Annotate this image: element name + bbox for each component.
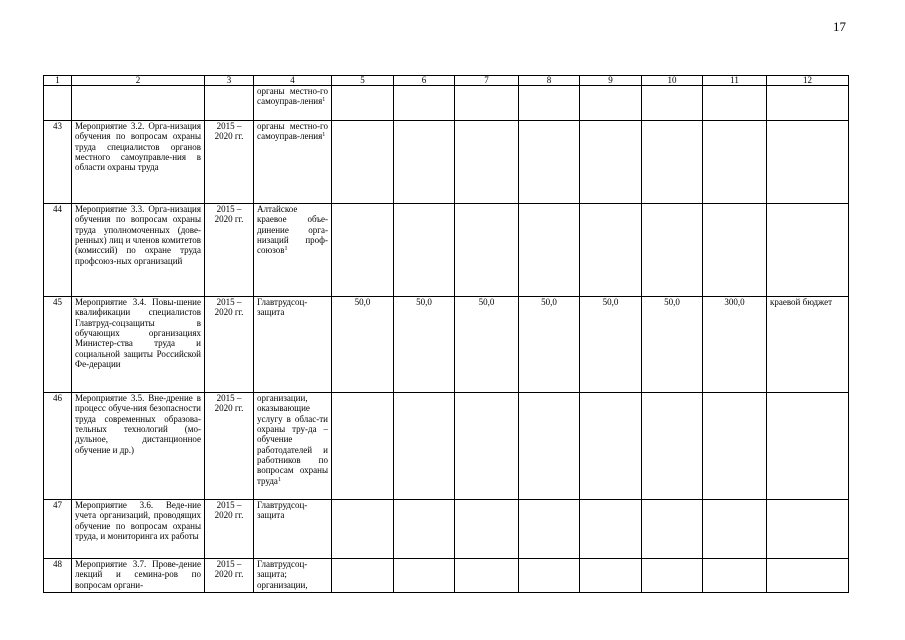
funding-value <box>580 86 642 121</box>
column-number: 12 <box>767 76 849 86</box>
funding-value <box>455 500 519 559</box>
executor: Алтайское краевое объе-динение орга-низаций проф-союзов$^1$ <box>254 204 332 297</box>
funding-total <box>703 393 767 500</box>
funding-value <box>455 204 519 297</box>
implementation-period: 2015 – 2020 гг. <box>205 121 254 204</box>
funding-value <box>519 204 580 297</box>
measure-description <box>72 86 205 121</box>
funding-source <box>767 500 849 559</box>
funding-value <box>580 393 642 500</box>
funding-value <box>580 121 642 204</box>
funding-value <box>642 121 703 204</box>
column-number: 6 <box>394 76 455 86</box>
funding-value <box>519 86 580 121</box>
funding-value <box>394 204 455 297</box>
column-number: 9 <box>580 76 642 86</box>
row-number: 48 <box>44 559 72 593</box>
funding-source <box>767 86 849 121</box>
column-number: 3 <box>205 76 254 86</box>
funding-value <box>332 86 394 121</box>
column-numbers-row <box>44 76 849 86</box>
funding-value <box>580 500 642 559</box>
table-row <box>44 393 849 500</box>
implementation-period: 2015 – 2020 гг. <box>205 500 254 559</box>
funding-value <box>519 121 580 204</box>
measures-table <box>43 75 849 593</box>
row-number: 43 <box>44 121 72 204</box>
row-number: 44 <box>44 204 72 297</box>
column-number: 11 <box>703 76 767 86</box>
funding-value <box>519 393 580 500</box>
funding-value <box>519 500 580 559</box>
page-number: 17 <box>833 19 846 34</box>
funding-total: 300,0 <box>703 297 767 393</box>
implementation-period: 2015 – 2020 гг. <box>205 204 254 297</box>
funding-value <box>332 121 394 204</box>
funding-value <box>580 204 642 297</box>
table-row <box>44 500 849 559</box>
funding-value <box>455 559 519 593</box>
executor: Главтрудсоц-защита; организации, <box>254 559 332 593</box>
row-number: 46 <box>44 393 72 500</box>
column-number: 10 <box>642 76 703 86</box>
funding-source <box>767 559 849 593</box>
measure-description: Мероприятие 3.2. Орга-низация обучения по вопросам охраны труда специалистов органов местного самоуправле-ния в области охраны труда <box>72 121 205 204</box>
funding-source <box>767 393 849 500</box>
column-number: 1 <box>44 76 72 86</box>
row-number <box>44 86 72 121</box>
funding-total <box>703 121 767 204</box>
table-row <box>44 559 849 593</box>
funding-source: краевой бюджет <box>767 297 849 393</box>
funding-total <box>703 204 767 297</box>
funding-value <box>394 86 455 121</box>
funding-value: 50,0 <box>580 297 642 393</box>
executor: Главтрудсоц-защита <box>254 297 332 393</box>
column-number: 8 <box>519 76 580 86</box>
executor: органы местно-го самоуправ-ления$^1$ <box>254 121 332 204</box>
funding-total <box>703 559 767 593</box>
row-number: 45 <box>44 297 72 393</box>
funding-value <box>642 559 703 593</box>
funding-value <box>455 86 519 121</box>
funding-total <box>703 500 767 559</box>
column-number: 2 <box>72 76 205 86</box>
funding-source <box>767 204 849 297</box>
funding-total <box>703 86 767 121</box>
implementation-period: 2015 – 2020 гг. <box>205 393 254 500</box>
measure-description: Мероприятие 3.3. Орга-низация обучения по вопросам охраны труда уполномоченных (дове-ренных) лиц и членов комитетов (комиссий) по охране труда профсоюз-ных организаций <box>72 204 205 297</box>
funding-value <box>455 393 519 500</box>
measure-description: Мероприятие 3.7. Прове-дение лекций и семина-ров по вопросам органи- <box>72 559 205 593</box>
funding-value <box>642 500 703 559</box>
implementation-period: 2015 – 2020 гг. <box>205 559 254 593</box>
executor: органы местно-го самоуправ-ления$^1$ <box>254 86 332 121</box>
funding-value <box>394 559 455 593</box>
funding-value <box>580 559 642 593</box>
table-row <box>44 297 849 393</box>
funding-value <box>332 500 394 559</box>
table-row <box>44 121 849 204</box>
measure-description: Мероприятие 3.5. Вне-дрение в процесс обуче-ния безопасности труда современных образова-тельных технологий (мо-дульное, дистанционное обучение и др.) <box>72 393 205 500</box>
funding-value <box>642 204 703 297</box>
funding-value <box>519 559 580 593</box>
table-row <box>44 204 849 297</box>
column-number: 7 <box>455 76 519 86</box>
funding-value <box>455 121 519 204</box>
funding-value: 50,0 <box>332 297 394 393</box>
column-number: 4 <box>254 76 332 86</box>
funding-value <box>642 86 703 121</box>
table-row-continuation <box>44 86 849 121</box>
funding-value <box>332 559 394 593</box>
funding-value <box>394 121 455 204</box>
measure-description: Мероприятие 3.4. Повы-шение квалификации специалистов Главтруд-соцзащиты в обучающих организациях Министер-ства труда и социальной защиты Российской Фе-дерации <box>72 297 205 393</box>
funding-value: 50,0 <box>455 297 519 393</box>
funding-value <box>394 500 455 559</box>
funding-value <box>332 393 394 500</box>
measure-description: Мероприятие 3.6. Веде-ние учета организаций, проводящих обучение по вопросам охраны труда, и мониторинга их работы <box>72 500 205 559</box>
implementation-period <box>205 86 254 121</box>
funding-value <box>332 204 394 297</box>
funding-value: 50,0 <box>394 297 455 393</box>
implementation-period: 2015 – 2020 гг. <box>205 297 254 393</box>
funding-value: 50,0 <box>642 297 703 393</box>
executor: организации, оказывающие услугу в облас-ти охраны тру-да – обучение работодателей и работников по вопросам охраны труда$^1$ <box>254 393 332 500</box>
funding-value: 50,0 <box>519 297 580 393</box>
funding-value <box>394 393 455 500</box>
executor: Главтрудсоц-защита <box>254 500 332 559</box>
funding-source <box>767 121 849 204</box>
row-number: 47 <box>44 500 72 559</box>
column-number: 5 <box>332 76 394 86</box>
funding-value <box>642 393 703 500</box>
